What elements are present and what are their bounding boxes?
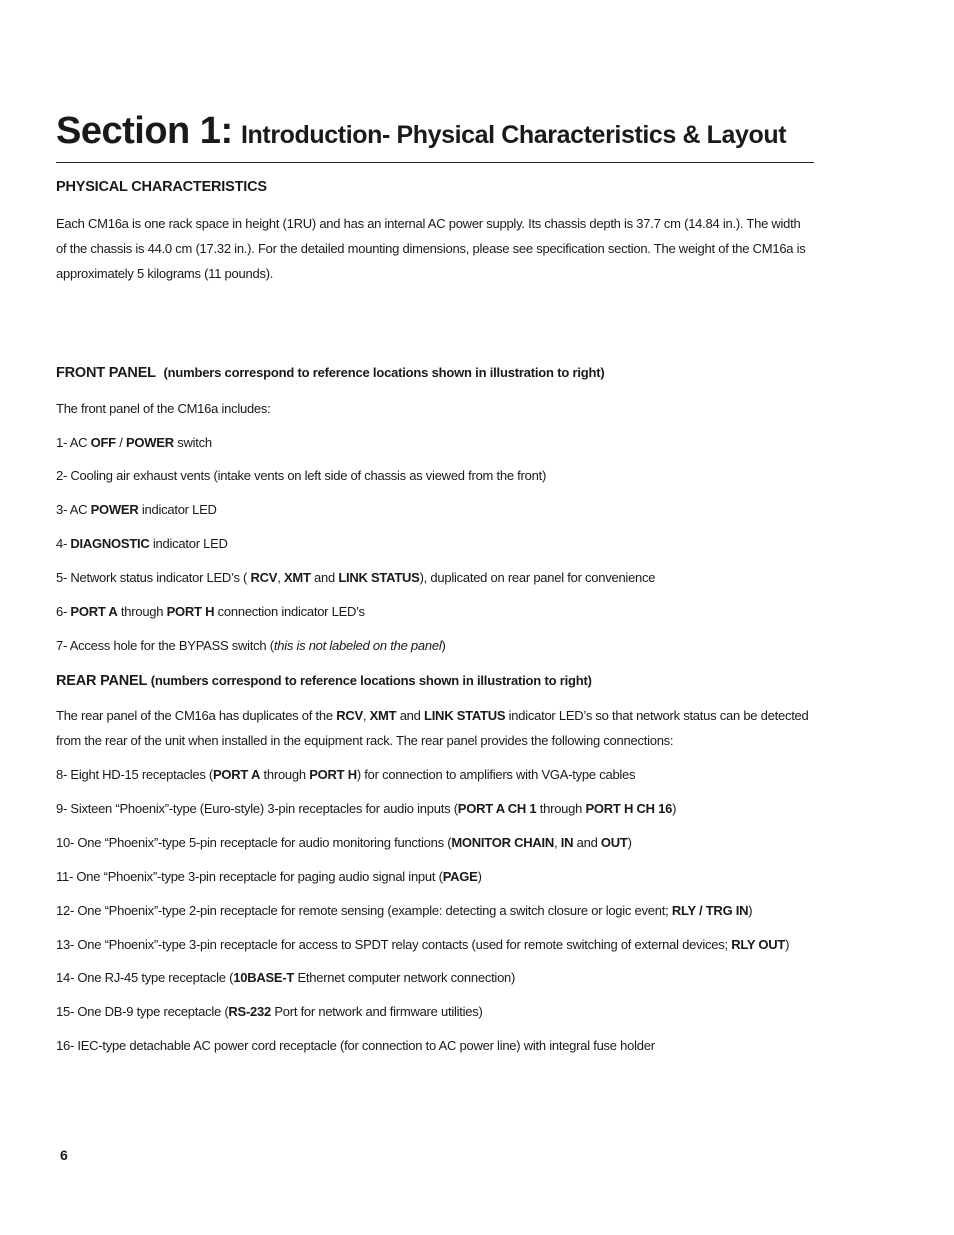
rear-item-8 [56,762,814,787]
rear-item-10-text-3: and [573,835,601,850]
front-item-5-bold-1: RCV [250,570,278,585]
front-item-5-bold-3: LINK STATUS [338,570,420,585]
rear-item-9 [56,796,814,821]
rear-panel-heading [56,673,592,689]
front-item-6-text-2: through [117,604,167,619]
front-item-4-bold-1: DIAGNOSTIC [70,536,150,551]
rear-item-14-bold-1: 10BASE-T [233,970,295,985]
rear-item-10-text-2: , [554,835,561,850]
rear-intro-text-4: indicator LED’s so that network status can be detected from the rear of the unit when installed in the equipment rack. The rear panel provides the following connections: [56,708,809,748]
rear-item-13-bold-1: RLY OUT [731,937,786,952]
title-divider [56,162,814,163]
rear-item-9-text-3: ) [672,801,677,816]
front-panel-intro: The front panel of the CM16a includes: [56,401,271,416]
front-item-5-text-4: ), duplicated on rear panel for convenience [419,570,656,585]
front-item-7-text-2: ) [441,638,446,653]
page-number: 6 [60,1147,68,1163]
rear-item-9-text: 9- Sixteen “Phoenix”-type (Euro-style) 3-pin receptacles for audio inputs ( [56,801,458,816]
front-item-7-text: 7- Access hole for the BYPASS switch ( [56,638,274,653]
rear-item-15-bold-1: RS-232 [228,1004,271,1019]
front-item-1-text-3: switch [173,435,212,450]
front-item-5-bold-2: XMT [283,570,311,585]
rear-item-10-text-4: ) [627,835,632,850]
front-item-6-text: 6- [56,604,71,619]
rear-item-14-text-2: Ethernet computer network connection) [294,970,516,985]
rear-item-9-bold-1: PORT A CH 1 [457,801,537,816]
rear-item-10-bold-3: OUT [600,835,628,850]
physical-heading: PHYSICAL CHARACTERISTICS [56,179,267,195]
front-item-6-bold-1: PORT A [70,604,118,619]
rear-item-11 [56,864,814,889]
rear-item-12-text: 12- One “Phoenix”-type 2-pin receptacle for remote sensing (example: detecting a switch closure or logic event; [56,903,672,918]
rear-item-13-text-2: ) [785,937,790,952]
rear-item-14-text: 14- One RJ-45 type receptacle ( [56,970,234,985]
front-item-5-text: 5- Network status indicator LED’s ( [56,570,251,585]
front-item-7-italic: this is not labeled on the panel [273,638,442,653]
rear-item-9-text-2: through [536,801,586,816]
rear-intro-text-3: and [396,708,424,723]
rear-intro-bold-2: XMT [369,708,397,723]
rear-item-13-text: 13- One “Phoenix”-type 3-pin receptacle for access to SPDT relay contacts (used for remote switching of external devices; [56,937,732,952]
rear-item-15-text-2: Port for network and firmware utilities) [271,1004,483,1019]
front-item-2: 2- Cooling air exhaust vents (intake vents on left side of chassis as viewed from the front) [56,468,547,483]
rear-item-10-bold-1: MONITOR CHAIN [451,835,555,850]
rear-item-12-text-2: ) [748,903,753,918]
front-item-1 [56,430,814,455]
rear-item-11-text-2: ) [477,869,482,884]
front-item-6-text-3: connection indicator LED’s [214,604,365,619]
rear-item-10-text: 10- One “Phoenix”-type 5-pin receptacle for audio monitoring functions ( [56,835,452,850]
rear-item-8-text: 8- Eight HD-15 receptacles ( [56,767,214,782]
front-item-5-text-3: and [310,570,339,585]
rear-intro-bold-1: RCV [336,708,363,723]
front-item-4-text-2: indicator LED [149,536,228,551]
front-item-5-text-2: , [277,570,284,585]
rear-item-8-text-3: ) for connection to amplifiers with VGA-type cables [356,767,636,782]
rear-item-12-bold-1: RLY / TRG IN [671,903,749,918]
front-panel-heading-label: FRONT PANEL [56,365,156,381]
rear-item-8-bold-1: PORT A [213,767,261,782]
rear-item-12 [56,898,814,923]
section-label: Section 1: [56,110,233,152]
front-item-3-bold-1: POWER [90,502,139,517]
rear-intro-text-2: , [362,708,370,723]
rear-item-11-bold-1: PAGE [442,869,478,884]
rear-item-8-bold-2: PORT H [309,767,357,782]
front-item-1-bold-1: OFF [90,435,116,450]
rear-item-15-text: 15- One DB-9 type receptacle ( [56,1004,229,1019]
rear-item-8-text-2: through [260,767,310,782]
rear-item-10-bold-2: IN [560,835,574,850]
rear-item-9-bold-2: PORT H CH 16 [585,801,673,816]
rear-intro-bold-3: LINK STATUS [424,708,506,723]
rear-item-10 [56,830,814,855]
rear-intro-text: The rear panel of the CM16a has duplicates of the [56,708,337,723]
front-panel-heading-note: (numbers correspond to reference locations shown in illustration to right) [163,365,605,380]
section-title: Introduction- Physical Characteristics & Layout [241,121,787,149]
rear-panel-heading-label: REAR PANEL [56,673,147,689]
front-item-4-text: 4- [56,536,71,551]
physical-body: Each CM16a is one rack space in height (1RU) and has an internal AC power supply. Its chassis depth is 37.7 cm (14.84 in.). The width of the chassis is 44.0 cm (17.32 in.). For the detailed mounting dimensions, please see specification section. The weight of the CM16a is approximately 5 kilograms (11 pounds). [56,216,806,281]
front-item-3-text-2: indicator LED [138,502,217,517]
rear-item-16: 16- IEC-type detachable AC power cord receptacle (for connection to AC power line) with integral fuse holder [56,1038,655,1053]
front-panel-heading [56,365,604,381]
front-item-6-bold-2: PORT H [166,604,215,619]
front-item-4 [56,531,814,556]
rear-item-13 [56,932,814,957]
rear-panel-intro [56,703,814,753]
front-item-1-text: 1- AC [56,435,91,450]
page-title [56,112,814,150]
rear-item-14 [56,965,814,990]
front-item-6 [56,599,814,624]
front-item-7 [56,633,814,658]
front-item-3 [56,497,814,522]
front-item-1-text-2: / [115,435,126,450]
rear-item-15 [56,999,814,1024]
front-item-1-bold-2: POWER [125,435,174,450]
rear-panel-heading-note: (numbers correspond to reference locations shown in illustration to right) [150,673,592,688]
rear-item-11-text: 11- One “Phoenix”-type 3-pin receptacle for paging audio signal input ( [56,869,443,884]
front-item-5 [56,565,814,590]
front-item-3-text: 3- AC [56,502,91,517]
